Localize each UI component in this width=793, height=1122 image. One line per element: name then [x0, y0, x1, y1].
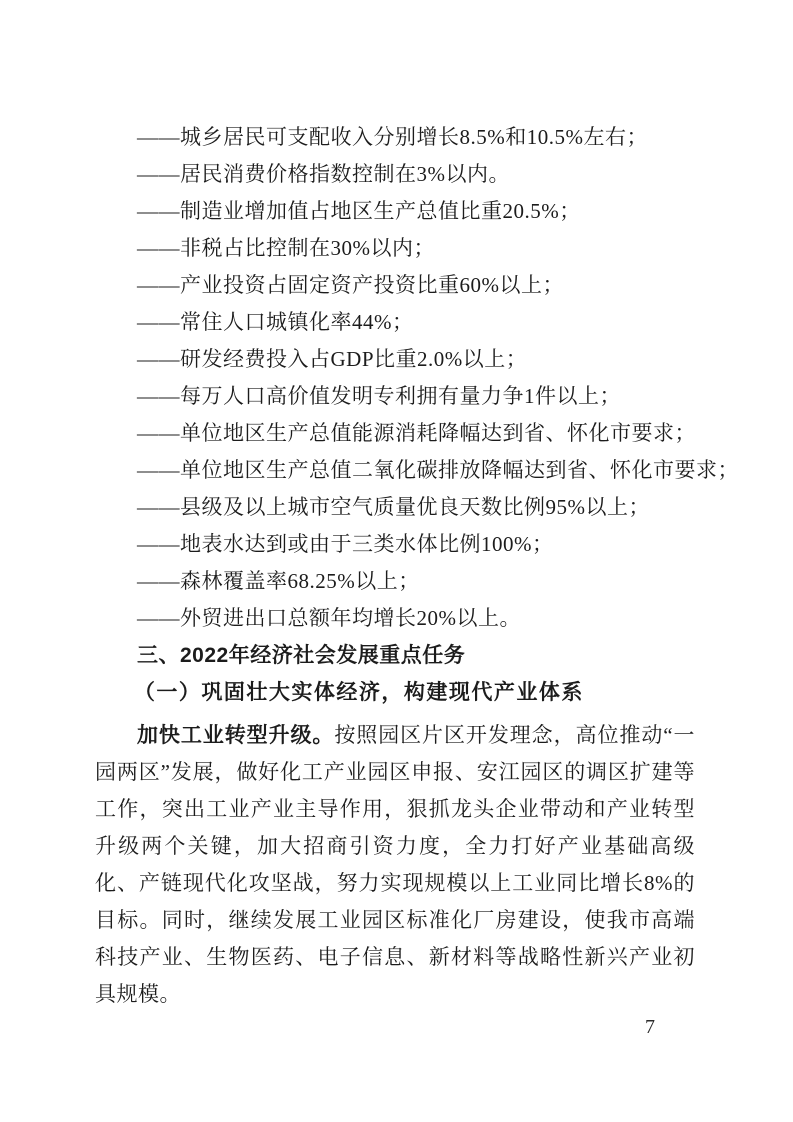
indicator-manufacturing-share: ——制造业增加值占地区生产总值比重20.5%； [137, 199, 581, 223]
section-heading-key-tasks: 三、2022年经济社会发展重点任务 [137, 644, 466, 667]
indicator-air-quality: ——县级及以上城市空气质量优良天数比例95%以上； [137, 495, 650, 519]
indicator-non-tax-ratio: ——非税占比控制在30%以内； [137, 236, 435, 260]
subsection-heading-real-economy: （一）巩固壮大实体经济，构建现代产业体系 [133, 680, 584, 704]
indicator-carbon-emission: ——单位地区生产总值二氧化碳排放降幅达到省、怀化市要求； [137, 458, 739, 482]
indicator-rd-spending: ——研发经费投入占GDP比重2.0%以上； [137, 347, 528, 371]
indicator-cpi: ——居民消费价格指数控制在3%以内。 [137, 162, 510, 186]
document-content [95, 119, 739, 1013]
paragraph-lead: 加快工业转型升级。 [137, 723, 335, 747]
page-number: 7 [645, 1016, 655, 1038]
indicator-energy-consumption: ——单位地区生产总值能源消耗降幅达到省、怀化市要求； [137, 421, 696, 445]
indicator-urban-rural-income: ——城乡居民可支配收入分别增长8.5%和10.5%左右； [137, 125, 648, 149]
indicator-urbanization-rate: ——常住人口城镇化率44%； [137, 310, 414, 334]
indicator-foreign-trade: ——外贸进出口总额年均增长20%以上。 [137, 606, 521, 630]
indicator-industrial-investment: ——产业投资占固定资产投资比重60%以上； [137, 273, 564, 297]
paragraph-industrial-upgrading [95, 717, 695, 1013]
paragraph-body: 按照园区片区开发理念，高位推动“一园两区”发展，做好化工产业园区申报、安江园区的调区扩建等工作，突出工业产业主导作用，狠抓龙头企业带动和产业转型升级两个关键，加大招商引资力度，全力打好产业基础高级化、产链现代化攻坚战，努力实现规模以上工业同比增长8%的目标。同时，继续发展工业园区标准化厂房建设，使我市高端科技产业、生物医药、电子信息、新材料等战略性新兴产业初具规模。 [95, 723, 695, 1006]
indicator-invention-patents: ——每万人口高价值发明专利拥有量力争1件以上； [137, 384, 621, 408]
indicator-forest-coverage: ——森林覆盖率68.25%以上； [137, 569, 420, 593]
indicator-surface-water: ——地表水达到或由于三类水体比例100%； [137, 532, 554, 556]
